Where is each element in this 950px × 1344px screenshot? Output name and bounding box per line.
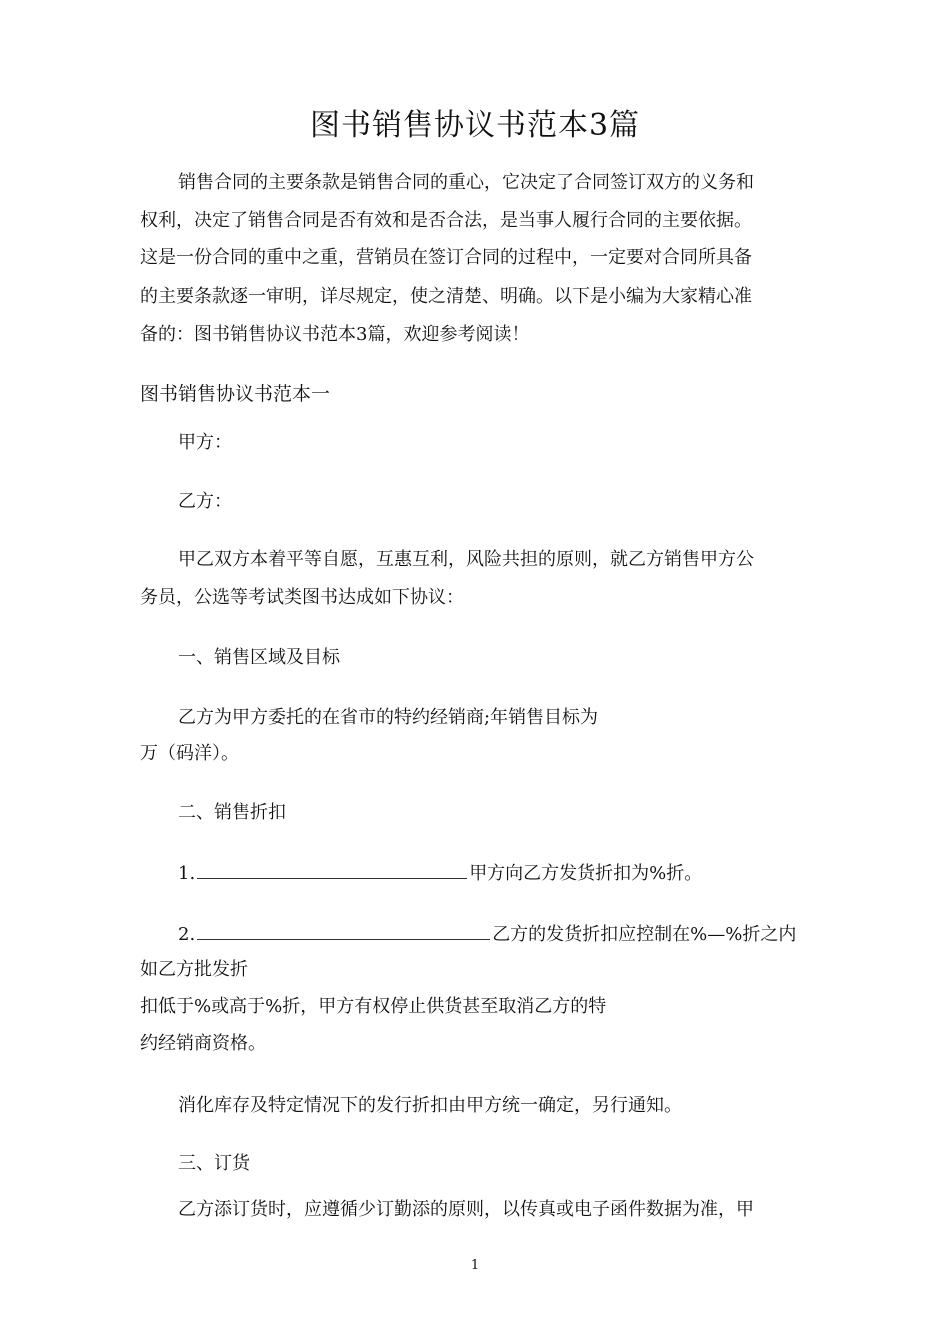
intro-line: 销售合同的主要条款是销售合同的重心，它决定了合同签订双方的义务和 (178, 172, 754, 193)
document-title: 图书销售协议书范本3篇 (309, 108, 641, 143)
clause-heading: 三、订货 (178, 1153, 250, 1174)
clause-text: 乙方添订货时，应遵循少订勤添的原则，以传真或电子函件数据为准，甲 (178, 1199, 754, 1220)
clause-heading: 一、销售区域及目标 (178, 647, 340, 668)
intro-line: 权利，决定了销售合同是否有效和是否合法，是当事人履行合同的主要依据。 (140, 210, 752, 231)
clause-text: 扣低于%或高于%折，甲方有权停止供货甚至取消乙方的特 (140, 996, 607, 1017)
clause-text: 乙方为甲方委托的在省市的特约经销商;年销售目标为 (178, 707, 599, 728)
clause-text: 约经销商资格。 (140, 1033, 266, 1054)
section-title: 图书销售协议书范本一 (140, 383, 331, 405)
item-number: 2. (178, 924, 196, 945)
intro-line: 的主要条款逐一审明，详尽规定，使之清楚、明确。以下是小编为大家精心准 (140, 286, 752, 307)
intro-line: 备的：图书销售协议书范本3篇，欢迎参考阅读！ (140, 324, 530, 345)
intro-line: 这是一份合同的重中之重，营销员在签订合同的过程中，一定要对合同所具备 (140, 247, 752, 268)
preamble-line: 务员，公选等考试类图书达成如下协议： (140, 587, 464, 608)
item-text: 乙方的发货折扣应控制在%—%折之内 (492, 924, 797, 945)
discount-item-1 (178, 860, 702, 886)
clause-text: 如乙方批发折 (140, 959, 248, 980)
party-a-label: 甲方： (178, 432, 232, 453)
clause-text: 万（码洋）。 (140, 743, 239, 764)
clause-heading: 二、销售折扣 (178, 802, 286, 823)
preamble-line: 甲乙双方本着平等自愿，互惠互利，风险共担的原则，就乙方销售甲方公 (178, 549, 754, 570)
item-number: 1. (178, 863, 196, 884)
discount-item-2 (178, 921, 796, 947)
item-text: 甲方向乙方发货折扣为%折。 (469, 863, 703, 884)
fill-in-blank (197, 860, 467, 879)
fill-in-blank (197, 921, 490, 940)
page-number: 1 (470, 1258, 480, 1273)
party-b-label: 乙方： (178, 491, 232, 512)
clause-text: 消化库存及特定情况下的发行折扣由甲方统一确定，另行通知。 (178, 1095, 682, 1116)
